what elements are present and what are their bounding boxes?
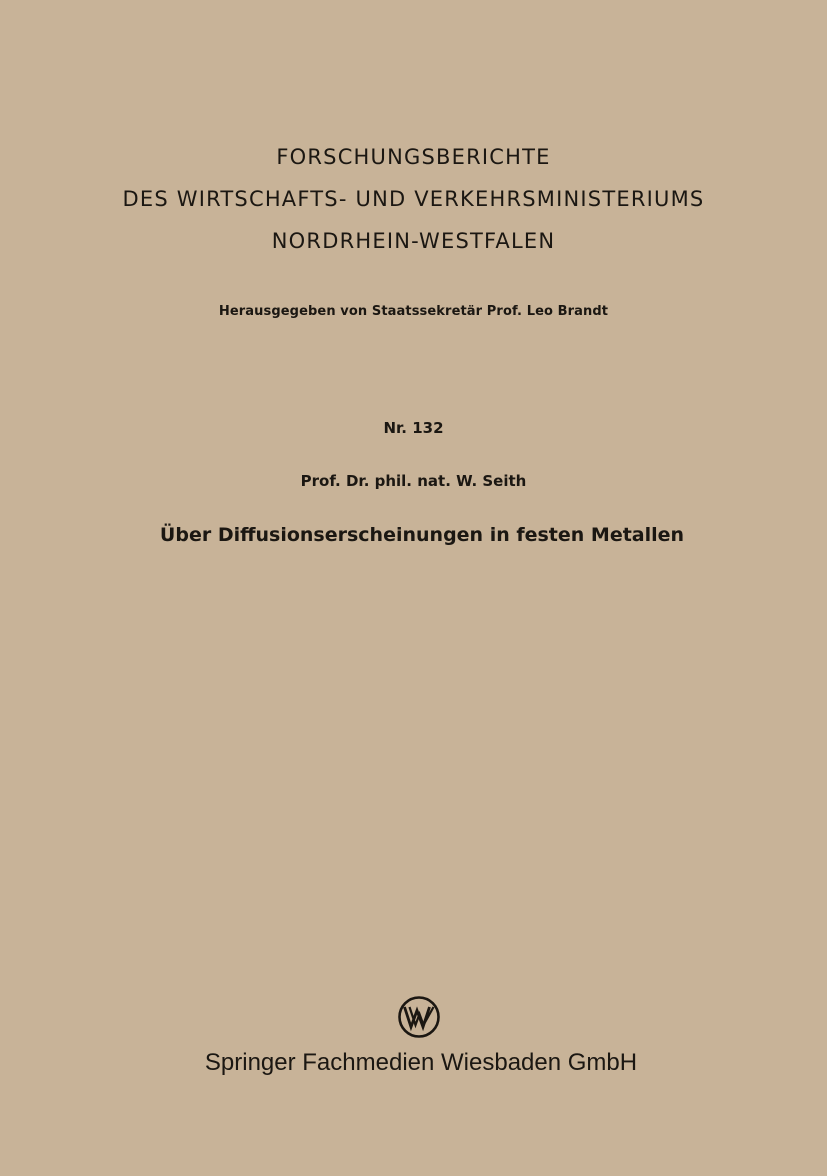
springer-vw-logo-icon — [397, 995, 441, 1039]
series-title-line-2: DES WIRTSCHAFTS- UND VERKEHRSMINISTERIUMS — [122, 187, 705, 211]
book-title: Über Diffusionserscheinungen in festen Metallen — [159, 524, 685, 546]
series-title-line-3: NORDRHEIN-WESTFALEN — [271, 229, 556, 253]
publisher-name: Springer Fachmedien Wiesbaden GmbH — [204, 1049, 638, 1076]
editor-line: Herausgegeben von Staatssekretär Prof. Leo Brandt — [218, 304, 609, 319]
volume-number: Nr. 132 — [383, 419, 444, 437]
author: Prof. Dr. phil. nat. W. Seith — [300, 472, 527, 490]
series-title-line-1: FORSCHUNGSBERICHTE — [276, 145, 551, 169]
